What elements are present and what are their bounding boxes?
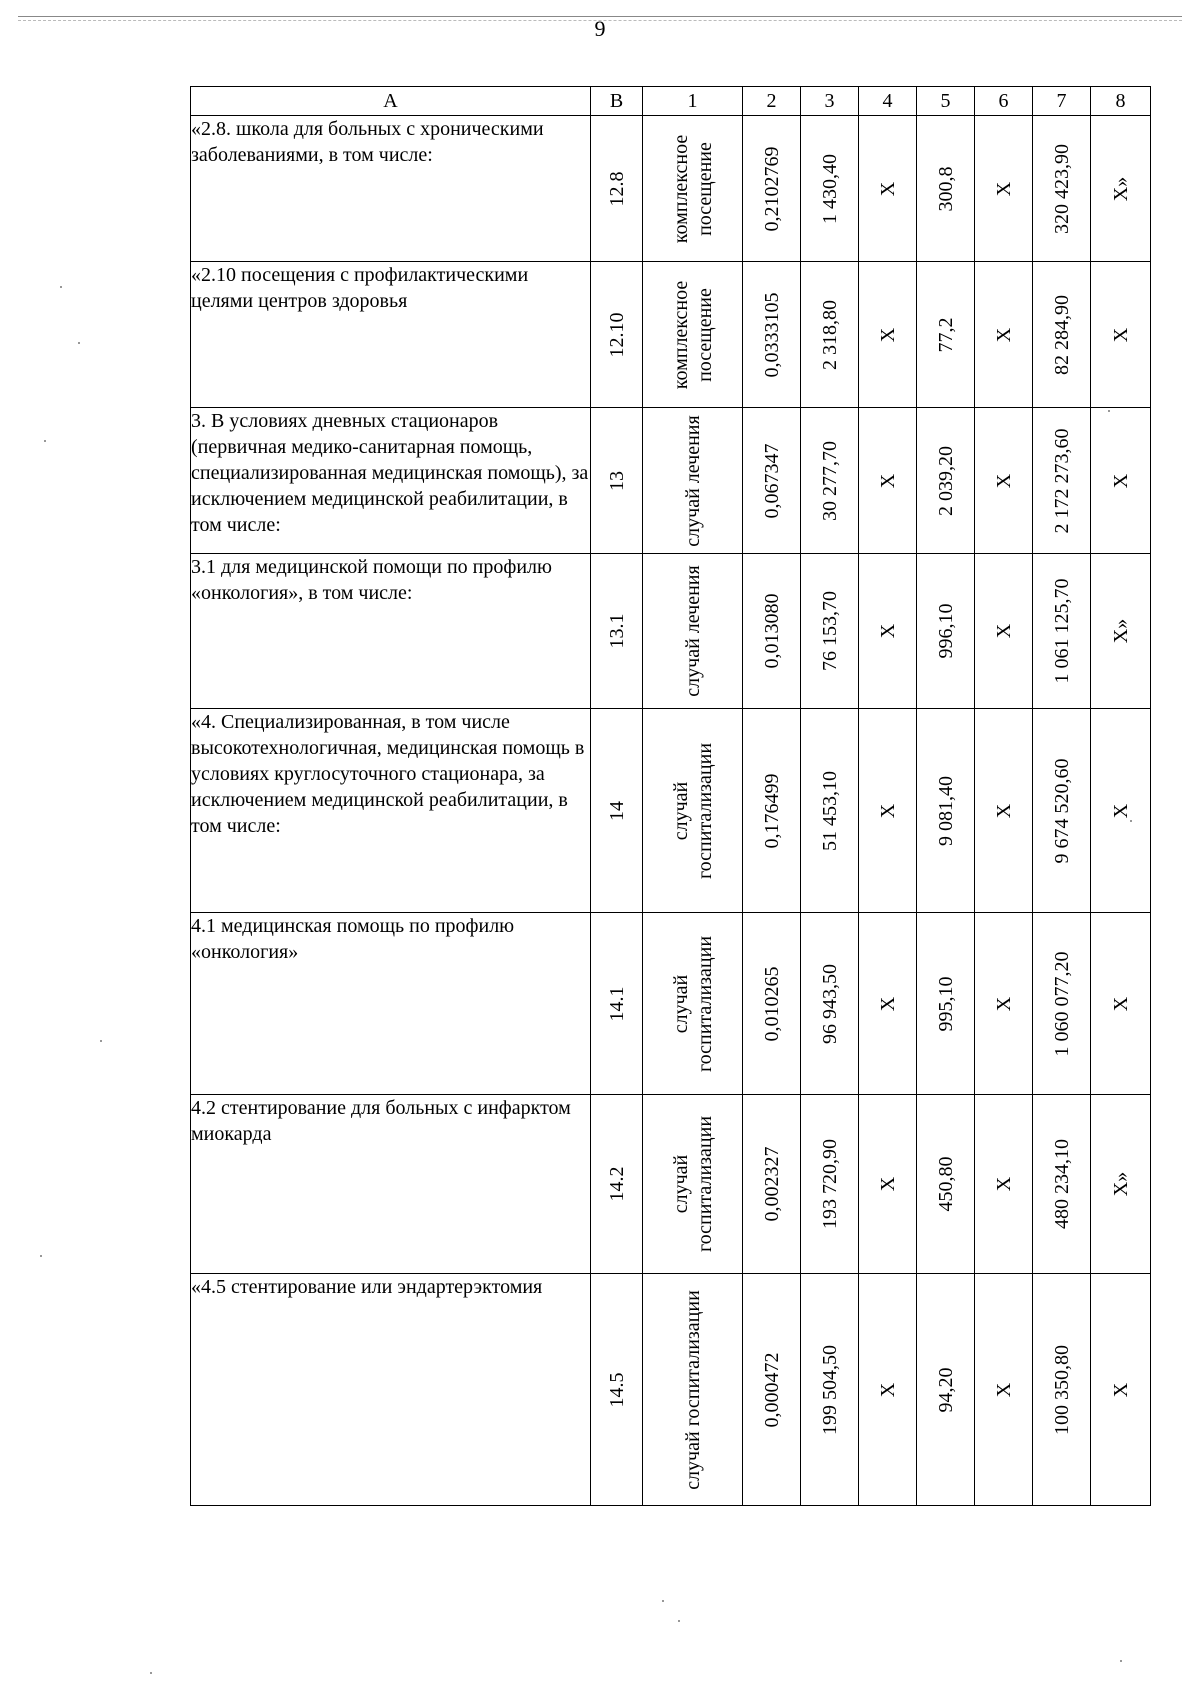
row-col5: 77,2 <box>934 317 957 352</box>
row-col8: Х <box>1109 327 1132 342</box>
row-code: 13.1 <box>605 613 628 649</box>
row-col8-cell <box>1091 709 1151 913</box>
row-col5-cell <box>917 709 975 913</box>
row-name: 4.2 стентирование для больных с инфарктом миокарда <box>191 1095 591 1274</box>
row-col2-cell <box>743 913 801 1095</box>
scan-speck <box>678 1620 680 1622</box>
row-code-cell <box>591 913 643 1095</box>
row-col5-cell <box>917 408 975 554</box>
row-col4: Х <box>876 1176 899 1192</box>
row-col2-cell <box>743 116 801 262</box>
row-col6-cell <box>975 709 1033 913</box>
row-code: 14.2 <box>605 1166 628 1202</box>
scan-speck <box>44 440 46 442</box>
row-col4: Х <box>876 803 899 818</box>
table-row <box>191 262 1151 408</box>
row-col2: 0,2102769 <box>760 146 783 231</box>
row-col5: 9 081,40 <box>934 775 957 846</box>
scan-speck <box>60 286 62 288</box>
row-col2-cell <box>743 262 801 408</box>
row-col6: Х <box>992 1382 1015 1397</box>
row-col8: Х» <box>1109 618 1132 644</box>
table-row <box>191 709 1151 913</box>
row-col3-cell <box>801 709 859 913</box>
scan-speck <box>1108 410 1110 412</box>
row-col5-cell <box>917 1274 975 1506</box>
row-unit: комплексное посещение <box>669 280 716 389</box>
row-col6-cell <box>975 1095 1033 1274</box>
row-name: 4.1 медицинская помощь по профилю «онкология» <box>191 913 591 1095</box>
row-col6: Х <box>992 327 1015 342</box>
row-col8: Х <box>1109 803 1132 818</box>
header-cell-4: 4 <box>859 87 917 116</box>
row-col2-cell <box>743 1274 801 1506</box>
scan-speck <box>40 1255 42 1257</box>
row-unit: случай лечения <box>681 565 704 697</box>
row-col5: 2 039,20 <box>934 445 957 516</box>
row-col2: 0,010265 <box>760 966 783 1041</box>
row-col8-cell <box>1091 913 1151 1095</box>
row-col3: 193 720,90 <box>818 1139 841 1229</box>
row-col4-cell <box>859 262 917 408</box>
row-col2: 0,000472 <box>760 1352 783 1427</box>
row-col4-cell <box>859 554 917 709</box>
row-col6: Х <box>992 803 1015 818</box>
row-col3: 199 504,50 <box>818 1344 841 1435</box>
table-row <box>191 554 1151 709</box>
row-code: 12.10 <box>605 312 628 357</box>
row-col3-cell <box>801 1095 859 1274</box>
row-unit-cell <box>643 1274 743 1506</box>
row-col2: 0,013080 <box>760 593 783 669</box>
scan-speck <box>1120 1660 1122 1662</box>
row-col3: 2 318,80 <box>818 299 841 370</box>
row-unit: случай госпитализации <box>669 935 716 1072</box>
row-col2: 0,0333105 <box>760 292 783 377</box>
table-row <box>191 913 1151 1095</box>
row-col7-cell <box>1033 1274 1091 1506</box>
row-col4-cell <box>859 709 917 913</box>
row-col5: 996,10 <box>934 603 957 659</box>
tariff-table <box>190 86 1151 1506</box>
row-col4: Х <box>876 1382 899 1397</box>
row-col3: 96 943,50 <box>818 963 841 1044</box>
row-code: 13 <box>605 470 628 491</box>
row-code: 14.5 <box>605 1372 628 1407</box>
table-row <box>191 1274 1151 1506</box>
header-cell-6: 6 <box>975 87 1033 116</box>
row-unit: случай госпитализации <box>681 1289 704 1490</box>
row-col7: 2 172 273,60 <box>1050 428 1073 533</box>
row-name: 3. В условиях дневных стационаров (первичная медико-санитарная помощь, специализированная медицинская помощь), за исключением медицинской реабилитации, в том числе: <box>191 408 591 554</box>
row-col7: 9 674 520,60 <box>1050 758 1073 863</box>
scan-speck <box>150 1672 152 1674</box>
header-cell-3: 3 <box>801 87 859 116</box>
row-col4: Х <box>876 623 899 639</box>
header-cell-1: 1 <box>643 87 743 116</box>
row-code-cell <box>591 262 643 408</box>
row-col6: Х <box>992 181 1015 196</box>
row-col3-cell <box>801 116 859 262</box>
row-col7: 100 350,80 <box>1050 1344 1073 1435</box>
row-col3: 1 430,40 <box>818 153 841 224</box>
row-col2: 0,067347 <box>760 443 783 518</box>
header-cell-a: A <box>191 87 591 116</box>
header-cell-2: 2 <box>743 87 801 116</box>
row-col6-cell <box>975 116 1033 262</box>
row-name: «4. Специализированная, в том числе высокотехнологичная, медицинская помощь в условиях круглосуточного стационара, за исключением медицинской реабилитации, в том числе: <box>191 709 591 913</box>
row-unit-cell <box>643 913 743 1095</box>
row-col8-cell <box>1091 262 1151 408</box>
row-col5: 995,10 <box>934 976 957 1031</box>
header-cell-5: 5 <box>917 87 975 116</box>
row-unit: случай лечения <box>681 414 704 547</box>
header-cell-7: 7 <box>1033 87 1091 116</box>
table-row <box>191 408 1151 554</box>
row-col7: 1 061 125,70 <box>1050 578 1073 684</box>
row-col3: 30 277,70 <box>818 440 841 521</box>
row-col7-cell <box>1033 116 1091 262</box>
row-col7: 480 234,10 <box>1050 1139 1073 1229</box>
row-col6-cell <box>975 262 1033 408</box>
row-code: 12.8 <box>605 171 628 206</box>
row-name: «2.10 посещения с профилактическими целями центров здоровья <box>191 262 591 408</box>
row-code-cell <box>591 408 643 554</box>
row-col5-cell <box>917 262 975 408</box>
scan-speck <box>662 1600 664 1602</box>
header-cell-b: B <box>591 87 643 116</box>
row-unit-cell <box>643 1095 743 1274</box>
row-code-cell <box>591 116 643 262</box>
row-col8-cell <box>1091 1095 1151 1274</box>
row-col3-cell <box>801 554 859 709</box>
row-col7-cell <box>1033 262 1091 408</box>
row-col5-cell <box>917 1095 975 1274</box>
row-col7: 82 284,90 <box>1050 294 1073 375</box>
row-name: «2.8. школа для больных с хроническими заболеваниями, в том числе: <box>191 116 591 262</box>
row-col4: Х <box>876 327 899 342</box>
row-col8: Х <box>1109 1382 1132 1397</box>
row-col6-cell <box>975 913 1033 1095</box>
row-col3-cell <box>801 1274 859 1506</box>
row-col4-cell <box>859 116 917 262</box>
row-unit: случай госпитализации <box>669 742 716 879</box>
scan-speck <box>1130 820 1132 822</box>
row-col4-cell <box>859 913 917 1095</box>
row-unit-cell <box>643 116 743 262</box>
row-col4: Х <box>876 473 899 488</box>
scan-speck <box>100 1040 102 1042</box>
row-col6: Х <box>992 996 1015 1011</box>
row-code-cell <box>591 709 643 913</box>
row-col6: Х <box>992 1176 1015 1192</box>
row-code: 14.1 <box>605 986 628 1021</box>
row-col4: Х <box>876 181 899 196</box>
row-col8: Х» <box>1109 176 1132 201</box>
row-col3-cell <box>801 262 859 408</box>
row-col8: Х <box>1109 996 1132 1011</box>
header-row <box>191 87 1151 116</box>
row-col4: Х <box>876 996 899 1011</box>
row-col3: 76 153,70 <box>818 591 841 671</box>
row-col5: 94,20 <box>934 1367 957 1412</box>
row-unit: случай госпитализации <box>669 1115 716 1253</box>
row-col8-cell <box>1091 408 1151 554</box>
row-col8: Х <box>1109 473 1132 488</box>
row-col3: 51 453,10 <box>818 770 841 851</box>
row-col4-cell <box>859 1274 917 1506</box>
row-col6: Х <box>992 623 1015 639</box>
row-col7-cell <box>1033 709 1091 913</box>
row-unit-cell <box>643 554 743 709</box>
row-unit: комплексное посещение <box>669 134 716 243</box>
row-name: «4.5 стентирование или эндартерэктомия <box>191 1274 591 1506</box>
row-col8-cell <box>1091 554 1151 709</box>
row-col8-cell <box>1091 116 1151 262</box>
row-col2-cell <box>743 408 801 554</box>
row-col6-cell <box>975 408 1033 554</box>
row-col8-cell <box>1091 1274 1151 1506</box>
row-col5-cell <box>917 116 975 262</box>
row-col6-cell <box>975 554 1033 709</box>
row-col4-cell <box>859 1095 917 1274</box>
row-col6-cell <box>975 1274 1033 1506</box>
row-col5-cell <box>917 554 975 709</box>
row-code-cell <box>591 554 643 709</box>
row-col7-cell <box>1033 913 1091 1095</box>
header-cell-8: 8 <box>1091 87 1151 116</box>
table-row <box>191 1095 1151 1274</box>
page-number: 9 <box>594 16 606 41</box>
row-col7-cell <box>1033 554 1091 709</box>
table-row <box>191 116 1151 262</box>
row-col4-cell <box>859 408 917 554</box>
row-col7: 320 423,90 <box>1050 143 1073 234</box>
row-col2-cell <box>743 554 801 709</box>
row-col7-cell <box>1033 1095 1091 1274</box>
row-col3-cell <box>801 913 859 1095</box>
row-col2: 0,176499 <box>760 773 783 848</box>
row-col7-cell <box>1033 408 1091 554</box>
row-col8: Х» <box>1109 1171 1132 1197</box>
row-col5-cell <box>917 913 975 1095</box>
row-code-cell <box>591 1095 643 1274</box>
row-code: 14 <box>605 800 628 821</box>
row-col5: 300,8 <box>934 166 957 211</box>
row-col3-cell <box>801 408 859 554</box>
row-unit-cell <box>643 262 743 408</box>
scan-speck <box>78 342 80 344</box>
row-col2-cell <box>743 1095 801 1274</box>
row-name: 3.1 для медицинской помощи по профилю «онкология», в том числе: <box>191 554 591 709</box>
row-col2: 0,002327 <box>760 1146 783 1222</box>
row-col6: Х <box>992 473 1015 488</box>
row-unit-cell <box>643 709 743 913</box>
row-col2-cell <box>743 709 801 913</box>
row-code-cell <box>591 1274 643 1506</box>
row-unit-cell <box>643 408 743 554</box>
row-col7: 1 060 077,20 <box>1050 951 1073 1056</box>
row-col5: 450,80 <box>934 1156 957 1212</box>
